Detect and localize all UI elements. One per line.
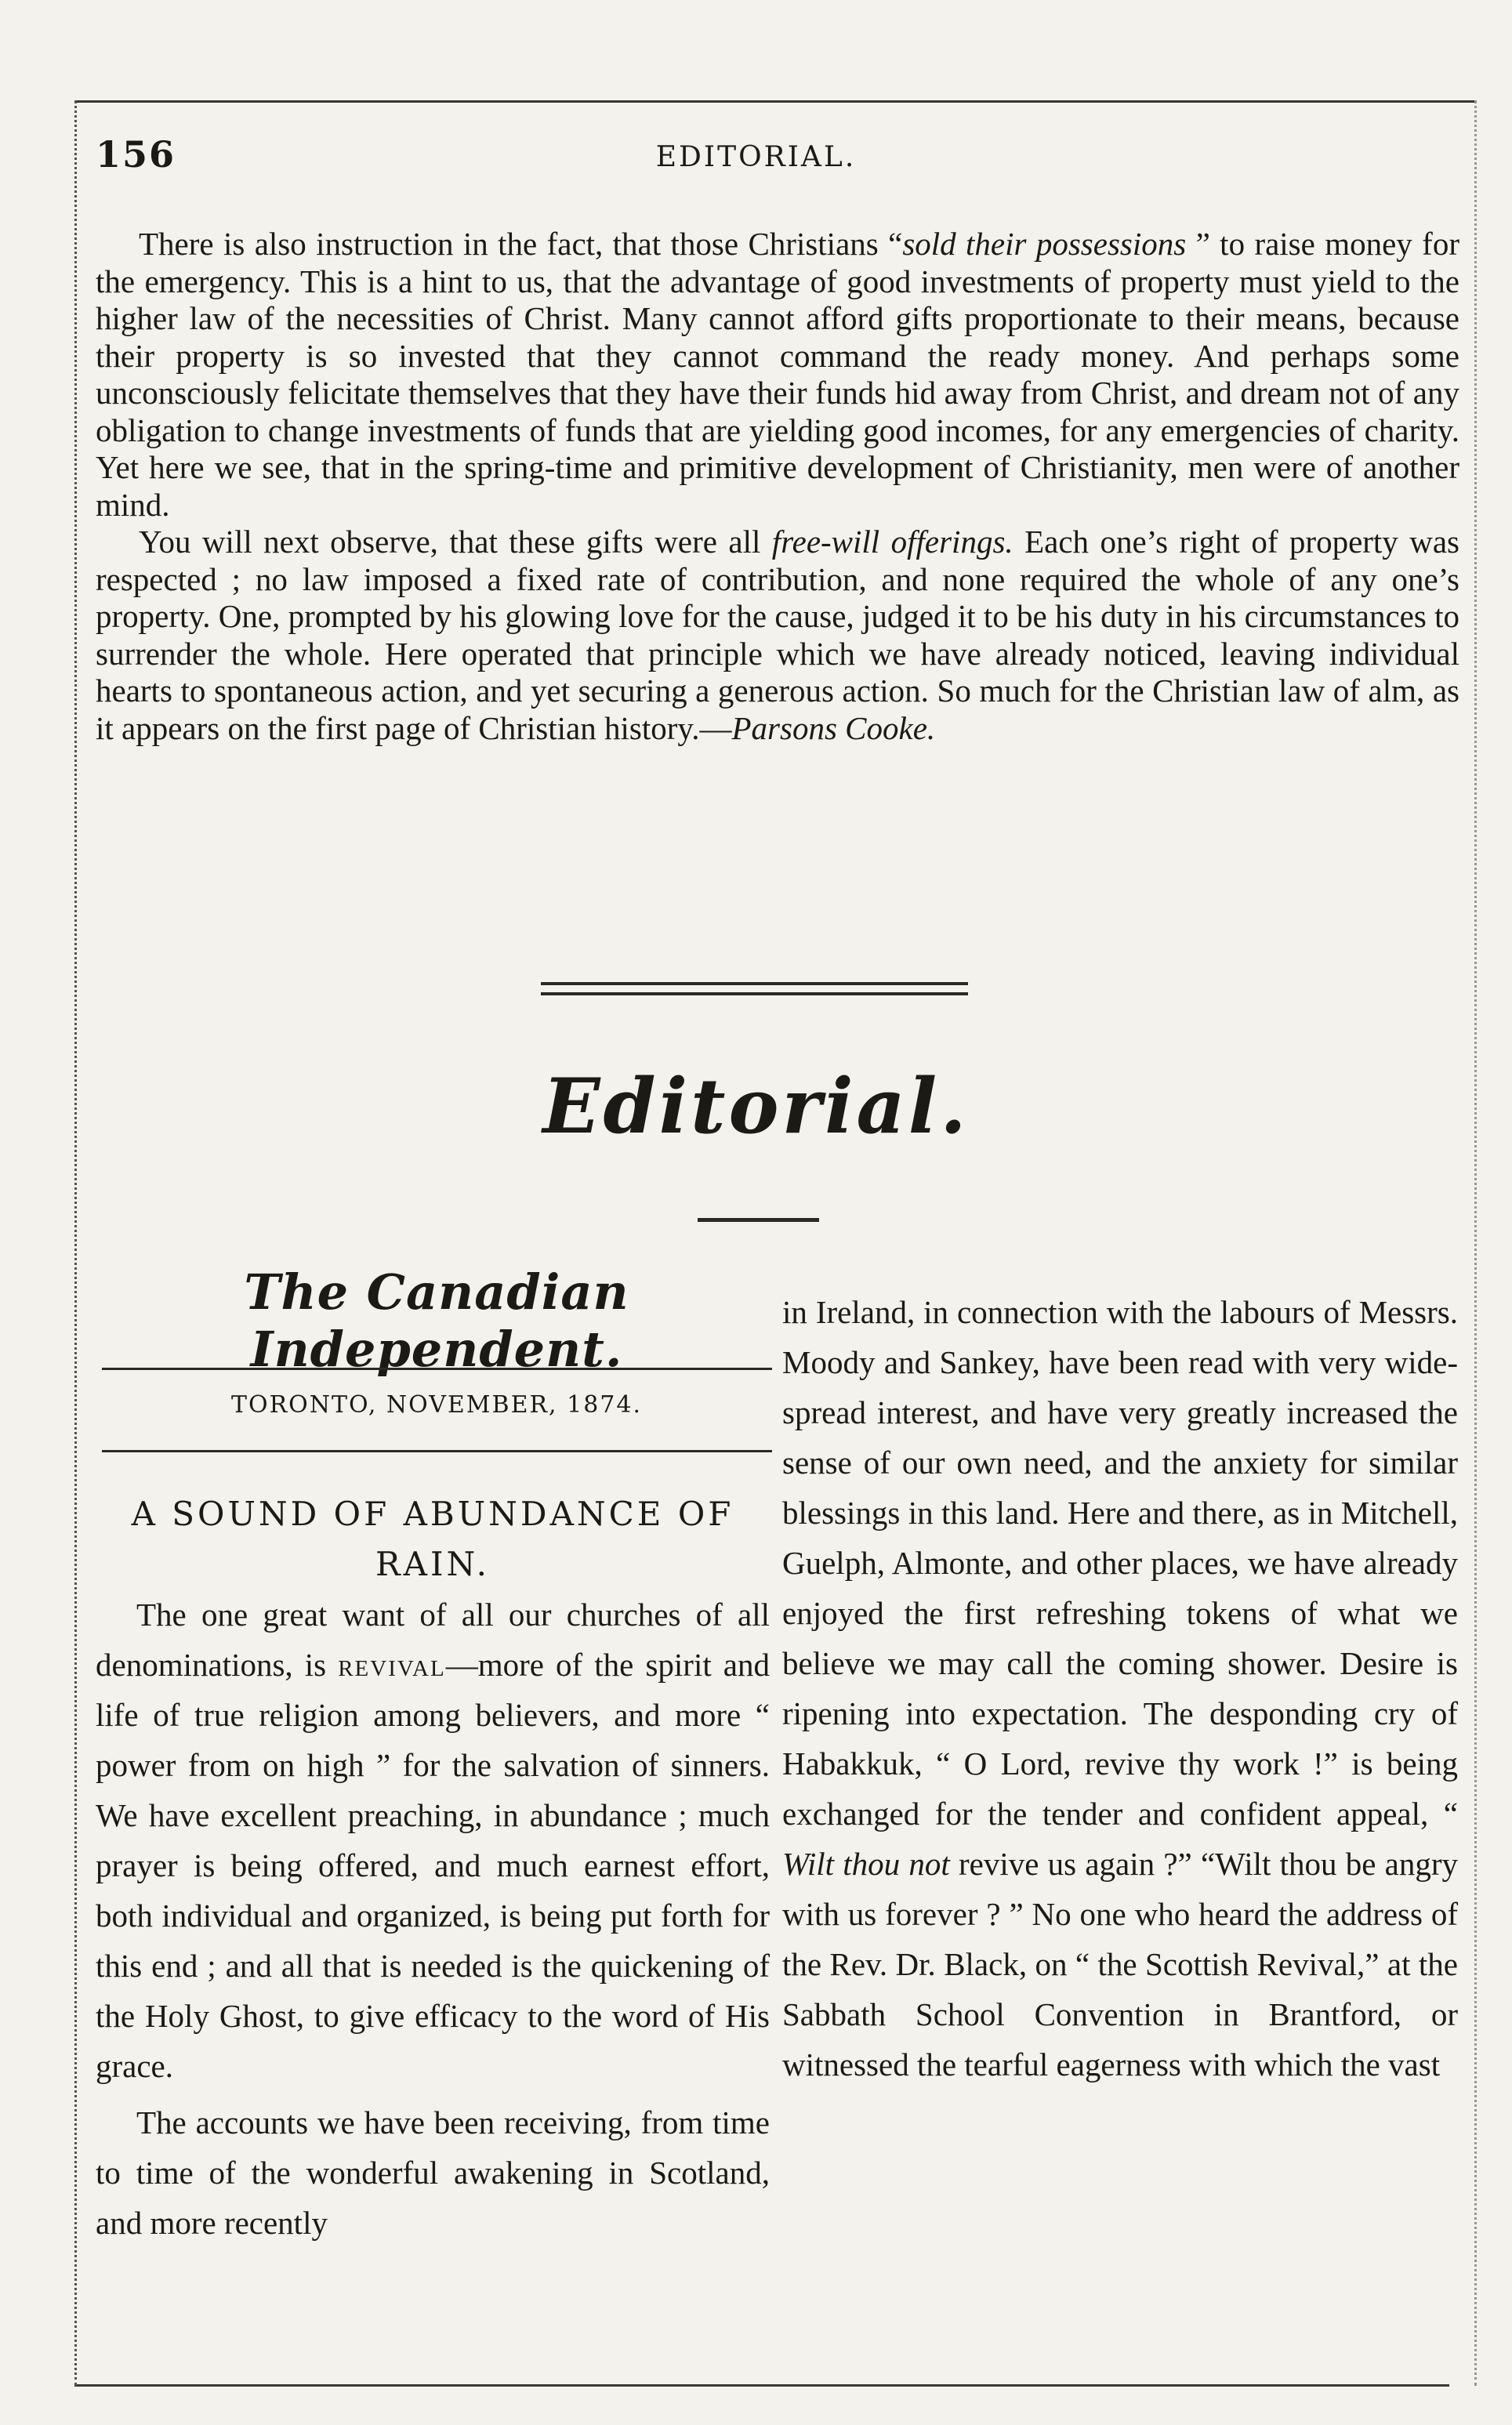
masthead: The Canadian Independent. [244,1263,629,1378]
left-column [96,1589,770,2248]
section-heading: Editorial. [542,1062,970,1151]
divider-short [698,1218,819,1222]
small-caps-word: revival [338,1647,446,1683]
paragraph: in Ireland, in connection with the labours of Messrs. Moody and Sankey, have been read with very wide-spread interest, and have very greatly increased the sense of our own need, and the anxiety for similar blessings in this land. Here and there, as in Mitchell, Guelph, Almonte, and other places, we have already enjoyed the first refreshing tokens of what we believe we may call the coming shower. Desire is ripening into expectation. The desponding cry of Habakkuk, “ O Lord, revive thy work !” is being exchanged for the tender and confident appeal, “ Wilt thou not revive us again ?” “Wilt thou be angry with us forever ? ” No one who heard the address of the Rev. Dr. Black, on “ the Scottish Revival,” at the Sabbath School Convention in Brantford, or witnessed the tearful eagerness with which the vast [782,1294,1458,2082]
article-title: A SOUND OF ABUNDANCE OF RAIN. [131,1495,734,1583]
dateline: TORONTO, NOVEMBER, 1874. [230,1391,643,1419]
page-border-bottom [74,2384,1449,2387]
page-number: 156 [96,133,176,176]
paragraph: You will next observe, that these gifts were all free-will offerings. Each one’s right of property was respected ; no law imposed a fixed rate of contribution, and none required the whole of any one’s property. One, prompted by his glowing love for the cause, judged it to be his duty in his circumstances to surrender the whole. Here operated that principle which we have already noticed, leaving individual hearts to spontaneous action, and yet securing a generous action. So much for the Christian law of alm, as it appears on the first page of Christian history.—Parsons Cooke. [96,524,1460,746]
italic-phrase: Wilt thou not [782,1846,950,1882]
page-border-right [1474,100,1477,2386]
divider-double-bottom [541,992,968,995]
paragraph: The accounts we have been receiving, from time to time of the wonderful awakening in Scotland, and more recently [96,2104,770,2241]
continued-article [96,226,1459,747]
paragraph: There is also instruction in the fact, that those Christians “sold their possessions ” to raise money for the emergency. This is a hint to us, that the advantage of good investments of property must yield to the higher law of the necessities of Christ. Many cannot afford gifts proportionate to their means, because their property is so invested that they cannot command the ready money. And perhaps some unconsciously felicitate themselves that they have their funds hid away from Christ, and dream not of any obligation to change investments of funds that are yielding good incomes, for any emergencies of charity. Yet here we see, that in the spring-time and primitive development of Christianity, men were of another mind. [96,226,1459,523]
running-head: EDITORIAL. [655,141,857,173]
page-border-left [74,100,77,2386]
masthead-rule [102,1368,772,1370]
dateline-rule [102,1450,772,1452]
paragraph: The one great want of all our churches of all denominations, is revival—more of the spirit and life of true religion among believers, and more “ power from on high ” for the salvation of sinners. We have excellent preaching, in abundance ; much prayer is being offered, and much earnest effort, both individual and organized, is being put forth for this end ; and all that is needed is the quickening of the Holy Ghost, to give efficacy to the word of His grace. [96,1597,771,2084]
italic-phrase: sold their possessions [902,226,1187,262]
page-border-top [74,100,1477,103]
italic-phrase: free-will offerings. [771,524,1013,560]
divider-double-top [541,982,968,985]
right-column [782,1287,1458,2090]
author-attribution: Parsons Cooke. [731,709,936,746]
